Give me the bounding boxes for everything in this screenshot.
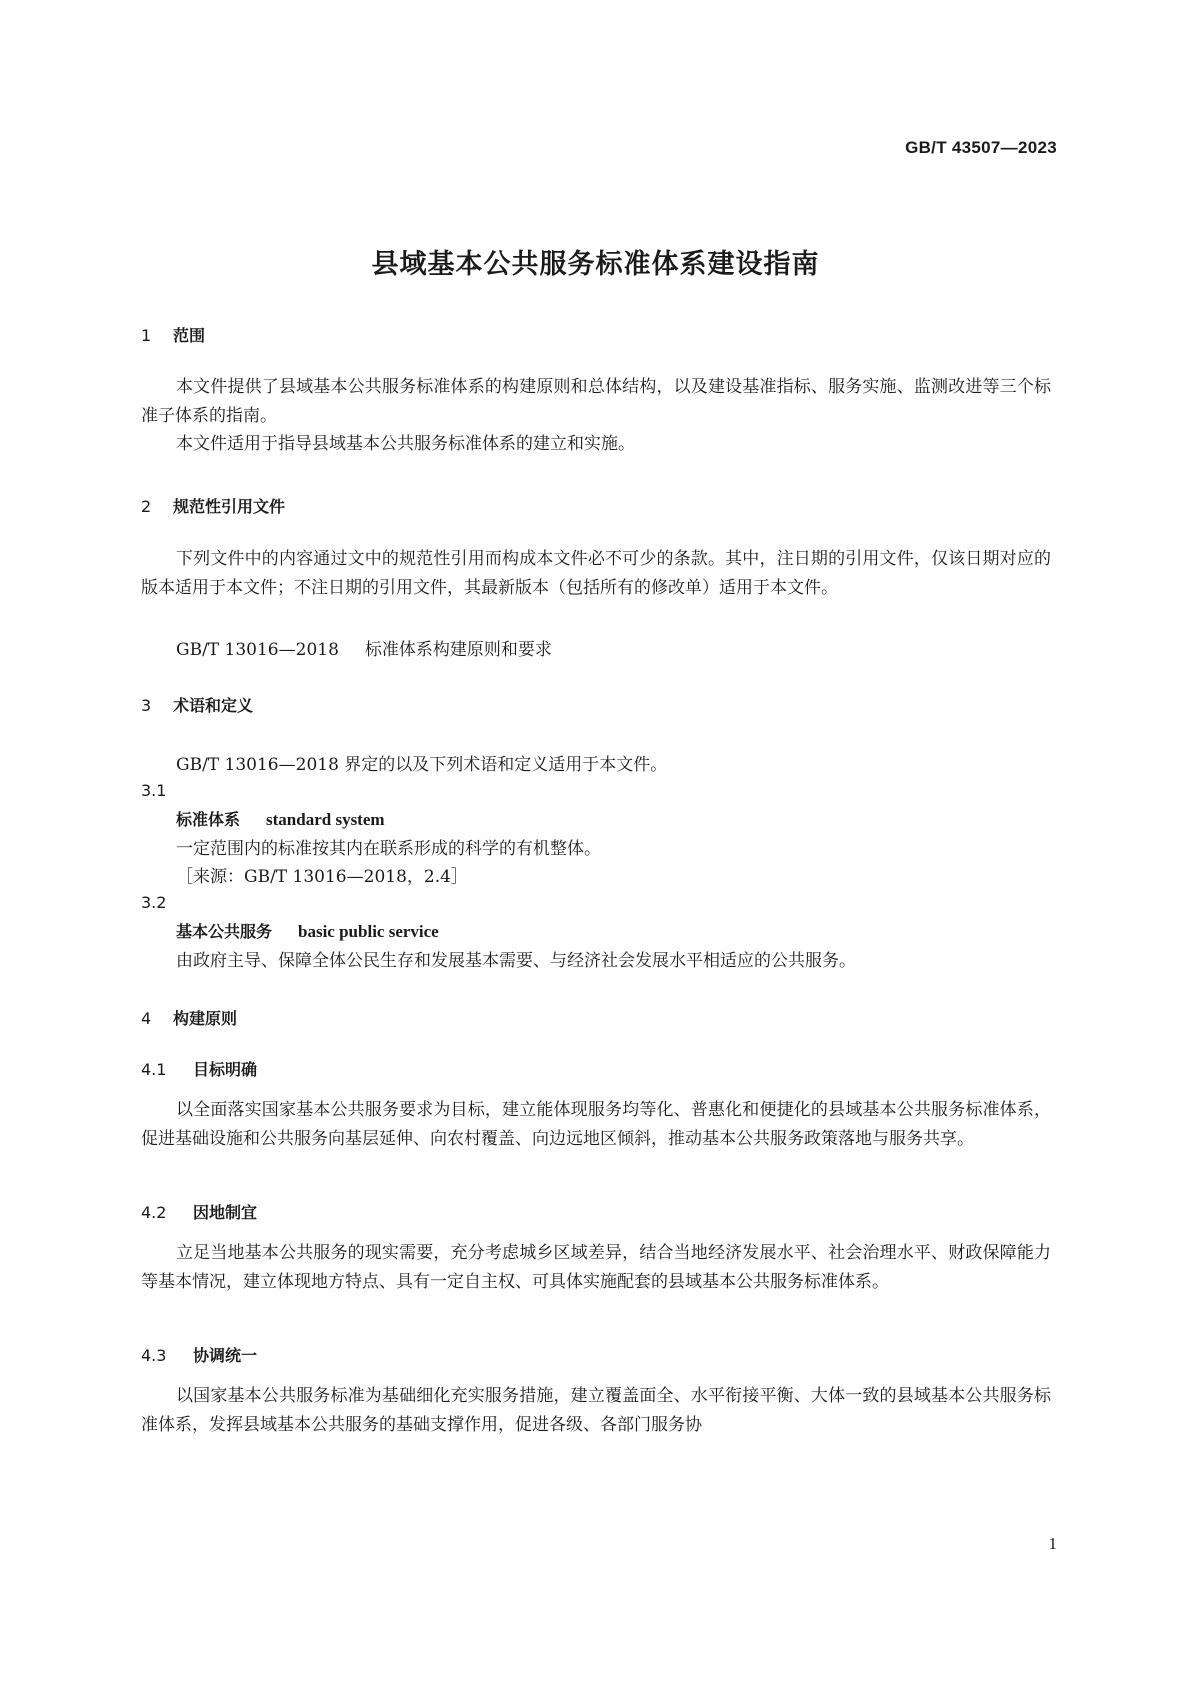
term-3-1-source: ［来源：GB/T 13016—2018，2.4］: [176, 867, 468, 887]
term-zh: 基本公共服务: [176, 922, 273, 941]
subsection-4-1-heading: [141, 1057, 257, 1080]
subsection-number: 4.2: [141, 1203, 167, 1222]
section-title: 构建原则: [173, 1009, 238, 1028]
section-number: 2: [141, 497, 152, 516]
section-title: 规范性引用文件: [173, 497, 286, 516]
page-number: 1: [1048, 1534, 1057, 1553]
section-title: 术语和定义: [173, 696, 254, 715]
subsection-4-1-paragraph: 以全面落实国家基本公共服务要求为目标，建立能体现服务均等化、普惠化和便捷化的县域基本公共服务标准体系，促进基础设施和公共服务向基层延伸、向农村覆盖、向边远地区倾斜，推动基本公共服务政策落地与服务共享。: [141, 1100, 1051, 1149]
subsection-4-3-heading: [141, 1343, 257, 1366]
subsection-4-2-heading: [141, 1200, 257, 1223]
section-2-heading: [141, 494, 285, 517]
term-3-1: [176, 807, 385, 830]
term-en: standard system: [266, 810, 385, 829]
section-1-paragraph-2: 本文件适用于指导县域基本公共服务标准体系的建立和实施。: [176, 434, 635, 454]
section-3-heading: [141, 693, 253, 716]
subsection-4-2-paragraph: 立足当地基本公共服务的现实需要，充分考虑城乡区域差异，结合当地经济发展水平、社会治理水平、财政保障能力等基本情况，建立体现地方特点、具有一定自主权、可具体实施配套的县域基本公共服务标准体系。: [141, 1243, 1051, 1292]
subsection-title: 目标明确: [193, 1060, 258, 1079]
term-3-2-number: 3.2: [141, 893, 167, 912]
subsection-number: 4.1: [141, 1060, 167, 1079]
term-en: basic public service: [298, 922, 439, 941]
section-4-heading: [141, 1006, 237, 1029]
section-1-heading: [141, 323, 205, 346]
section-1-paragraph-1: 本文件提供了县域基本公共服务标准体系的构建原则和总体结构，以及建设基准指标、服务实施、监测改进等三个标准子体系的指南。: [141, 377, 1051, 426]
term-3-2-definition: 由政府主导、保障全体公民生存和发展基本需要、与经济社会发展水平相适应的公共服务。: [176, 951, 856, 971]
term-zh: 标准体系: [176, 810, 241, 829]
reference-code: GB/T 13016—2018: [176, 640, 339, 660]
standard-number: GB/T 43507—2023: [905, 138, 1057, 157]
section-number: 4: [141, 1009, 152, 1028]
section-title: 范围: [173, 326, 206, 345]
term-3-2: [176, 919, 439, 942]
subsection-title: 协调统一: [193, 1346, 258, 1365]
term-3-1-number: 3.1: [141, 781, 167, 800]
section-number: 1: [141, 326, 152, 345]
section-3-intro: GB/T 13016—2018 界定的以及下列术语和定义适用于本文件。: [176, 755, 668, 775]
term-3-1-definition: 一定范围内的标准按其内在联系形成的科学的有机整体。: [176, 839, 601, 859]
subsection-4-3-paragraph: 以国家基本公共服务标准为基础细化充实服务措施，建立覆盖面全、水平衔接平衡、大体一致的县域基本公共服务标准体系，发挥县域基本公共服务的基础支撑作用，促进各级、各部门服务协: [141, 1386, 1051, 1435]
subsection-number: 4.3: [141, 1346, 167, 1365]
subsection-title: 因地制宜: [193, 1203, 258, 1222]
section-number: 3: [141, 696, 152, 715]
normative-reference: [176, 635, 552, 660]
document-title: 县域基本公共服务标准体系建设指南: [371, 249, 820, 280]
reference-title: 标准体系构建原则和要求: [364, 640, 552, 660]
section-2-paragraph: 下列文件中的内容通过文中的规范性引用而构成本文件必不可少的条款。其中，注日期的引用文件，仅该日期对应的版本适用于本文件；不注日期的引用文件，其最新版本（包括所有的修改单）适用于本文件。: [141, 549, 1051, 598]
